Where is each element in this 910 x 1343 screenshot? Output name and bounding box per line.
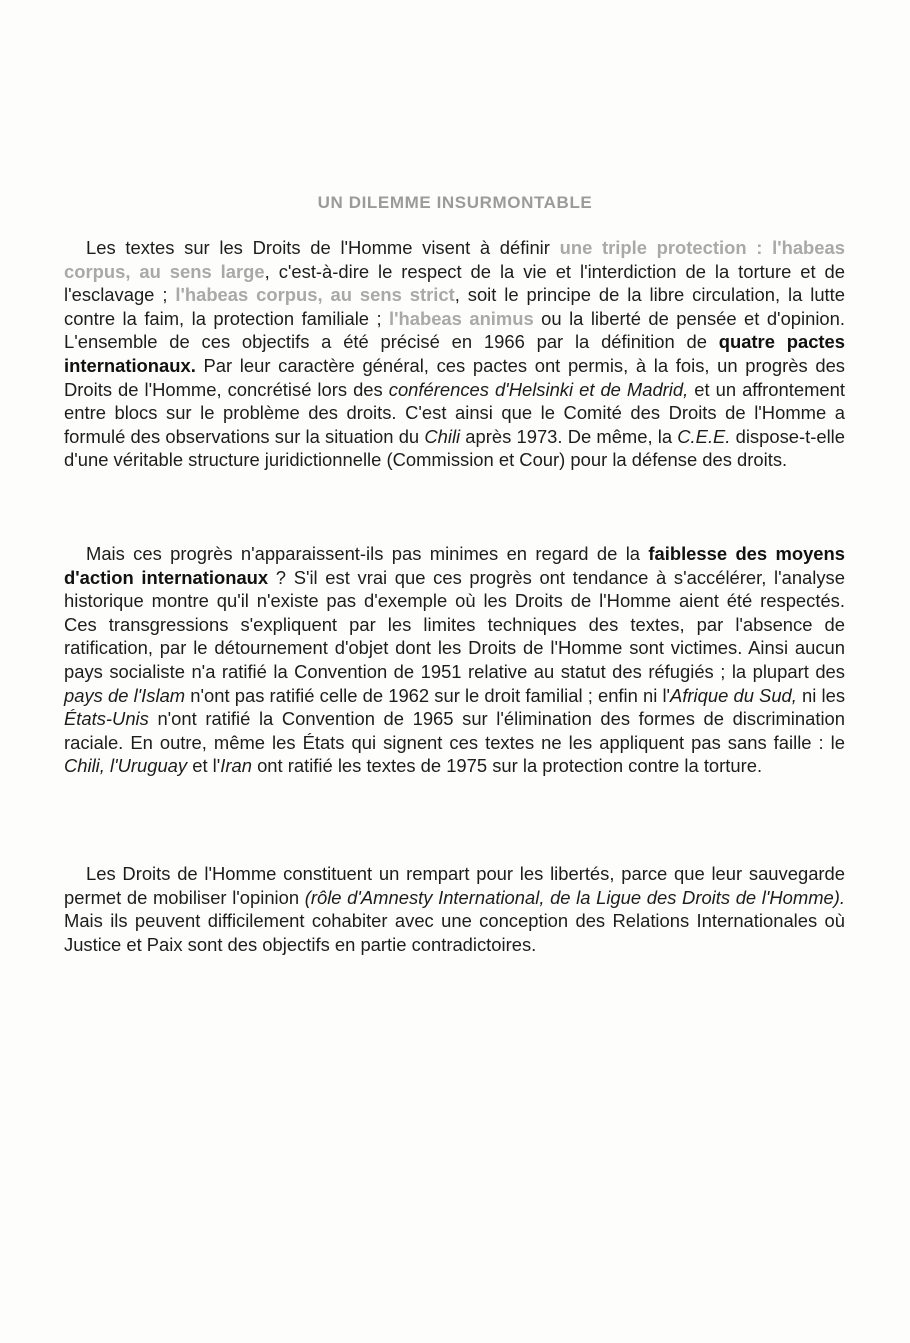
paragraph-1-text [64, 236, 845, 472]
paragraph-3 [64, 862, 845, 956]
text-run: ? S'il est vrai que ces progrès ont tendance à s'accélérer, l'analyse historique montre qu'il n'existe pas d'exemple où les Droits de l'Homme aient été respectés. Ces transgressions s'expliquent par les limites techniques des textes, par l'absence de ratification, par le détournement d'objet dont les Droits de l'Homme sont victimes. Ainsi aucun pays socialiste n'a ratifié la Convention de 1951 relative au statut des réfugiés ; la plupart des [64, 566, 845, 682]
text-run: et l' [187, 755, 221, 777]
text-run: Mais ils peuvent difficilement cohabiter avec une conception des Relations Internationales où Justice et Paix sont des objectifs en partie contradictoires. [64, 910, 845, 955]
italic-term: C.E.E. [677, 425, 731, 447]
paragraph-1 [64, 236, 845, 472]
text-run: , soit le principe de la libre circulation, la lutte contre la faim, la protection familiale ; [64, 284, 845, 329]
text-run: et un affrontement entre blocs sur le problème des droits. C'est ainsi que le Comité des Droits de l'Homme a formulé des observations sur la situation du [64, 378, 845, 447]
paragraph-3-text [64, 862, 845, 956]
italic-term: conférences d'Helsinki et de Madrid, [388, 378, 689, 400]
text-run: ni les [796, 684, 846, 706]
page-title: UN DILEMME INSURMONTABLE [317, 193, 593, 212]
highlight-term: l'habeas corpus, au sens strict [175, 284, 455, 306]
text-run: ou la liberté de pensée et d'opinion. L'ensemble de ces objectifs a été précisé en 1966 par la définition de [64, 307, 845, 353]
bold-term: faiblesse des moyens d'action internationaux [64, 543, 845, 588]
paragraph-2 [64, 542, 845, 778]
text-run [762, 237, 772, 258]
italic-term: Iran [220, 755, 252, 777]
italic-term: (rôle d'Amnesty International, de la Ligue des Droits de l'Homme). [304, 886, 846, 908]
text-run: après 1973. De même, la [460, 425, 678, 447]
text-run: , c'est-à-dire le respect de la vie et l'interdiction de la torture et de l'esclavage ; [64, 260, 845, 306]
text-run: Les textes sur les Droits de l'Homme visent à définir [86, 237, 560, 258]
text-run: n'ont ratifié la Convention de 1965 sur l'élimination des formes de discrimination raciale. En outre, même les États qui signent ces textes ne les appliquent pas sans faille : le [64, 708, 845, 753]
italic-term: États-Unis [64, 708, 149, 730]
highlight-term: l'habeas corpus, au sens large [64, 237, 845, 282]
highlight-term: une triple protection : [559, 237, 763, 258]
italic-term: Chili, l'Uruguay [64, 755, 188, 777]
text-run: Les Droits de l'Homme constituent un rempart pour les libertés, parce que leur sauvegarde permet de mobiliser l'opinion [64, 863, 845, 908]
text-run: n'ont pas ratifié celle de 1962 sur le droit familial ; enfin ni l' [185, 684, 671, 706]
bold-term: quatre pactes internationaux. [64, 331, 846, 376]
paragraph-2-text [64, 542, 845, 778]
text-run: ont ratifié les textes de 1975 sur la protection contre la torture. [251, 755, 763, 777]
italic-term: pays de l'Islam [64, 684, 186, 706]
text-run: dispose-t-elle d'une véritable structure juridictionnelle (Commission et Cour) pour la défense des droits. [64, 425, 845, 471]
highlight-term: l'habeas animus [389, 307, 534, 329]
text-run: Mais ces progrès n'apparaissent-ils pas minimes en regard de la [86, 543, 649, 564]
text-run: Par leur caractère général, ces pactes ont permis, à la fois, un progrès des Droits de l'Homme, concrétisé lors des [64, 354, 845, 400]
italic-term: Afrique du Sud, [670, 684, 797, 706]
italic-term: Chili [424, 425, 461, 447]
